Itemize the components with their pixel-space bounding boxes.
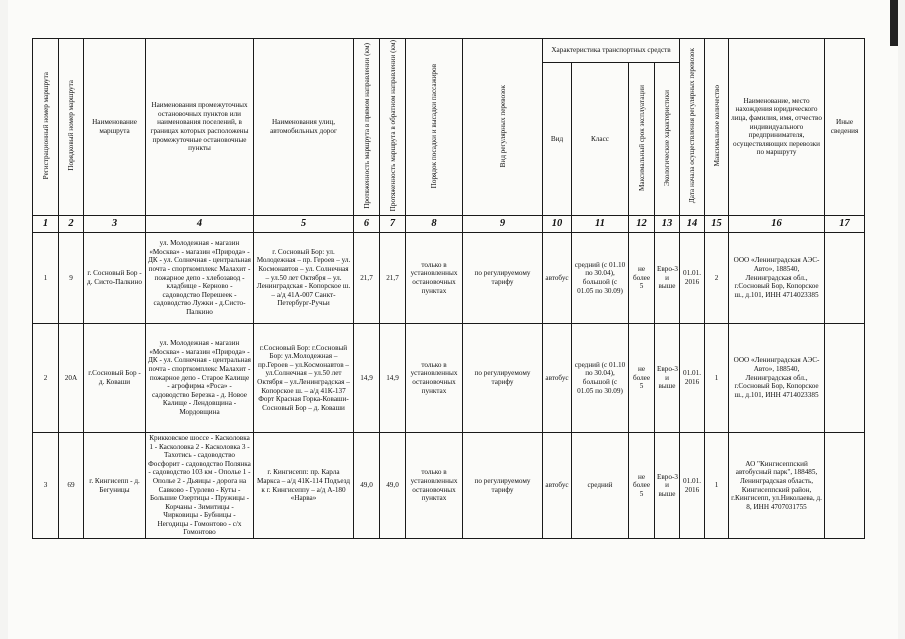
max-count-cell: 2 bbox=[705, 232, 729, 323]
column-number: 5 bbox=[254, 215, 354, 232]
table-row bbox=[33, 232, 865, 323]
max-age-cell: не более 5 bbox=[629, 323, 655, 432]
eco-cell: Евро-3 и выше bbox=[655, 232, 680, 323]
boarding-cell: только в установленных остановочных пунктах bbox=[406, 323, 463, 432]
column-number: 6 bbox=[354, 215, 380, 232]
route-name-cell: г. Сосновый Бор - д. Систо-Палкино bbox=[84, 232, 146, 323]
boarding-cell: только в установленных остановочных пунктах bbox=[406, 432, 463, 538]
column-number: 9 bbox=[463, 215, 543, 232]
routes-register-table bbox=[32, 38, 865, 539]
vehicle-type-cell: автобус bbox=[543, 323, 572, 432]
carrier-cell: АО "Кингисеппский автобусный парк", 188485, Ленинградская область, Кингисеппский район, г.Кингисепп, ул.Николаева, д. 8, ИНН 4707031755 bbox=[729, 432, 825, 538]
column-number: 1 bbox=[33, 215, 59, 232]
length-forward-cell: 14,9 bbox=[354, 323, 380, 432]
header-transport-kind: Вид регулярных перевозок bbox=[463, 39, 543, 216]
stops-cell: ул. Молодежная - магазин «Москва» - магазин «Природа» - ДК - ул. Солнечная - центральная почта - спорткомплекс Малахит - пожарное депо - хлебозавод - кладбище - Керново - садоводство Перешеек - садоводство Лужки - д.Систо-Палкино bbox=[146, 232, 254, 323]
header-start-date: Дата начала осуществления регулярных перевозок bbox=[680, 39, 705, 216]
header-eco: Экологические характеристики bbox=[655, 63, 680, 216]
column-number: 8 bbox=[406, 215, 463, 232]
length-back-cell: 21,7 bbox=[380, 232, 406, 323]
transport-kind-cell: по регулируемому тарифу bbox=[463, 323, 543, 432]
streets-cell: г.Сосновый Бор: г.Сосновый Бор: ул.Молодежная – пр.Героев – ул.Космонавтов – ул.Солнечная – ул.50 лет Октября – ул.Ленинградская – Копорское ш. – а/д 41К-137 Форт Красная Горка-Коваши-Сосновый Бор – д. Коваши bbox=[254, 323, 354, 432]
column-number: 10 bbox=[543, 215, 572, 232]
header-vehicles-group: Характеристика транспортных средств bbox=[543, 39, 680, 63]
length-back-cell: 14,9 bbox=[380, 323, 406, 432]
header-max-count: Максимальное количество bbox=[705, 39, 729, 216]
start-date-cell: 01.01. 2016 bbox=[680, 432, 705, 538]
header-route-name: Наименование маршрута bbox=[84, 39, 146, 216]
vehicle-class-cell: средний (с 01.10 по 30.04), большой (с 01.05 по 30.09) bbox=[572, 323, 629, 432]
scan-edge-mark bbox=[890, 0, 898, 46]
column-number: 17 bbox=[825, 215, 865, 232]
header-vehicle-class: Класс bbox=[572, 63, 629, 216]
column-numbers-row bbox=[33, 215, 865, 232]
boarding-cell: только в установленных остановочных пунктах bbox=[406, 232, 463, 323]
column-number: 11 bbox=[572, 215, 629, 232]
reg-num-cell: 3 bbox=[33, 432, 59, 538]
max-age-cell: не более 5 bbox=[629, 232, 655, 323]
header-stops: Наименования промежуточных остановочных пунктов или наименования поселений, в границах которых расположены промежуточные остановочные пункты bbox=[146, 39, 254, 216]
header-seq-num: Порядковый номер маршрута bbox=[59, 39, 84, 216]
header-reg-num: Регистрационный номер маршрута bbox=[33, 39, 59, 216]
column-number: 16 bbox=[729, 215, 825, 232]
vehicle-type-cell: автобус bbox=[543, 232, 572, 323]
route-name-cell: г.Сосновый Бор - д. Коваши bbox=[84, 323, 146, 432]
carrier-cell: ООО «Ленинградская АЭС-Авто», 188540, Ленинградская обл., г.Сосновый Бор, Копорское ш., д.101, ИНН 4714023385 bbox=[729, 323, 825, 432]
vehicle-class-cell: средний bbox=[572, 432, 629, 538]
seq-num-cell: 69 bbox=[59, 432, 84, 538]
eco-cell: Евро-3 и выше bbox=[655, 323, 680, 432]
table-row bbox=[33, 432, 865, 538]
column-number: 12 bbox=[629, 215, 655, 232]
header-other: Иные сведения bbox=[825, 39, 865, 216]
start-date-cell: 01.01. 2016 bbox=[680, 232, 705, 323]
other-cell bbox=[825, 232, 865, 323]
length-forward-cell: 21,7 bbox=[354, 232, 380, 323]
reg-num-cell: 1 bbox=[33, 232, 59, 323]
eco-cell: Евро-3 и выше bbox=[655, 432, 680, 538]
column-number: 2 bbox=[59, 215, 84, 232]
vehicle-type-cell: автобус bbox=[543, 432, 572, 538]
header-row-1 bbox=[33, 39, 865, 63]
transport-kind-cell: по регулируемому тарифу bbox=[463, 432, 543, 538]
stops-cell: Крикковское шоссе - Касколовка 1 - Касколовка 2 - Касколовка 3 - Тахотись - садоводство Фосфорит - садоводство Полянка - садоводство 103 км - Ополье 1 - Ополье 2 - Дьяицы - дорога на Савково - Гурлево - Куты - Большие Озертицы - Пружицы - Корчаны - Зимитицы - Чирковицы - Бубницы - Негодицы - Гомонтово - с/х Гомонтово bbox=[146, 432, 254, 538]
streets-cell: г. Сосновый Бор: ул. Молодежная – пр. Героев – ул. Космонавтов – ул. Солнечная – ул.50 лет Октября – ул. Ленинградская - Копорское ш. – а/д 41А-007 Санкт-Петербург-Ручьи bbox=[254, 232, 354, 323]
transport-kind-cell: по регулируемому тарифу bbox=[463, 232, 543, 323]
header-max-age: Максимальный срок эксплуатации bbox=[629, 63, 655, 216]
max-count-cell: 1 bbox=[705, 323, 729, 432]
max-count-cell: 1 bbox=[705, 432, 729, 538]
header-streets: Наименования улиц, автомобильных дорог bbox=[254, 39, 354, 216]
seq-num-cell: 9 bbox=[59, 232, 84, 323]
header-length-forward: Протяженность маршрута в прямом направлении (км) bbox=[354, 39, 380, 216]
header-vehicle-type: Вид bbox=[543, 63, 572, 216]
column-number: 7 bbox=[380, 215, 406, 232]
header-boarding: Порядок посадки и высадки пассажиров bbox=[406, 39, 463, 216]
carrier-cell: ООО «Ленинградская АЭС-Авто», 188540, Ленинградская обл., г.Сосновый Бор, Копорское ш., д.101, ИНН 4714023385 bbox=[729, 232, 825, 323]
max-age-cell: не более 5 bbox=[629, 432, 655, 538]
length-back-cell: 49,0 bbox=[380, 432, 406, 538]
column-number: 14 bbox=[680, 215, 705, 232]
header-carrier: Наименование, место нахождения юридического лица, фамилия, имя, отчество индивидуального предпринимателя, осуществляющих перевозки по маршруту bbox=[729, 39, 825, 216]
streets-cell: г. Кингисепп: пр. Карла Маркса – а/д 41К-114 Подъезд к г. Кингисеппу – а/д А-180 «Нарва» bbox=[254, 432, 354, 538]
column-number: 15 bbox=[705, 215, 729, 232]
header-length-back: Протяженность маршрута в обратном направлении (км) bbox=[380, 39, 406, 216]
other-cell bbox=[825, 432, 865, 538]
column-number: 3 bbox=[84, 215, 146, 232]
column-number: 13 bbox=[655, 215, 680, 232]
stops-cell: ул. Молодежная - магазин «Москва» - магазин «Природа» - ДК - ул. Солнечная - центральная почта - спорткомплекс Малахит - пожарное депо - Старое Калище - агрофирма «Роса» - садоводство Березка - д. Новое Калище - Лендовщина - Мордовщина bbox=[146, 323, 254, 432]
start-date-cell: 01.01. 2016 bbox=[680, 323, 705, 432]
seq-num-cell: 20А bbox=[59, 323, 84, 432]
vehicle-class-cell: средний (с 01.10 по 30.04), большой (с 01.05 по 30.09) bbox=[572, 232, 629, 323]
table-row bbox=[33, 323, 865, 432]
route-name-cell: г. Кингисепп - д. Бегуницы bbox=[84, 432, 146, 538]
other-cell bbox=[825, 323, 865, 432]
reg-num-cell: 2 bbox=[33, 323, 59, 432]
document-page bbox=[8, 0, 898, 639]
column-number: 4 bbox=[146, 215, 254, 232]
length-forward-cell: 49,0 bbox=[354, 432, 380, 538]
